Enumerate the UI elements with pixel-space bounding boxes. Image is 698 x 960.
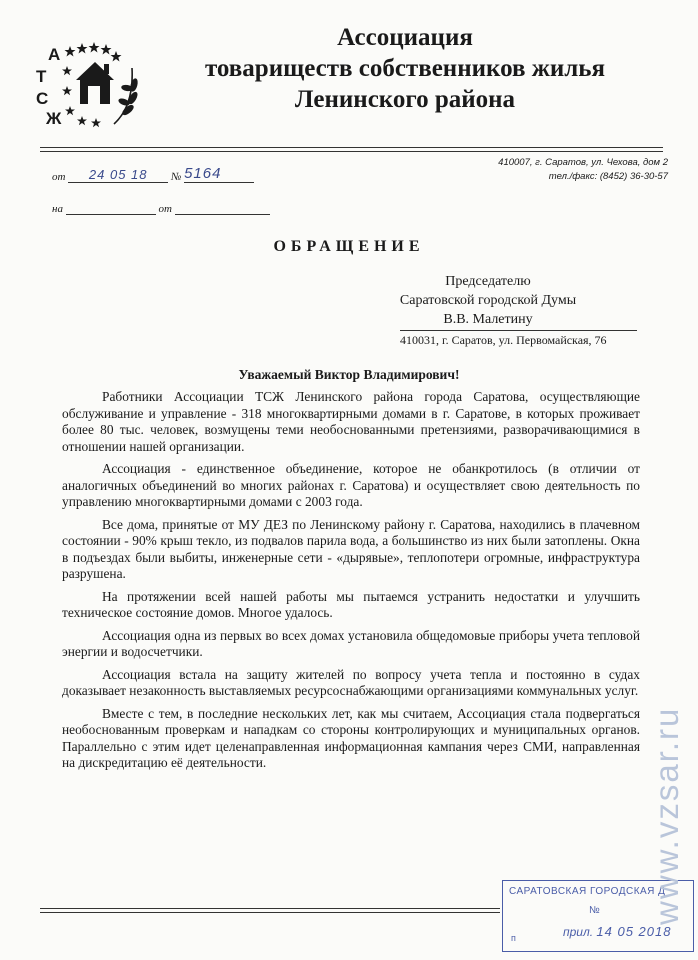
stamp-organization: САРАТОВСКАЯ ГОРОДСКАЯ Д xyxy=(509,886,666,897)
addressee-block xyxy=(338,272,638,329)
association-logo xyxy=(30,38,170,128)
paragraph: Ассоциация одна из первых во всех домах установила общедомовые приборы учета тепловой энергии и водосчетчики. xyxy=(62,627,640,659)
org-title-line-2: товариществ собственников жилья xyxy=(204,55,606,82)
number-label: № xyxy=(170,171,182,183)
paragraph: Ассоциация - единственное объединение, которое не обанкротилось (в отличии от аналогичных объединений во многих районах г. Саратова) и осуществляет свою деятельность по управлению многоквартирными домами с 2003 года. xyxy=(62,461,640,509)
site-watermark: www.vzsar.ru xyxy=(648,706,685,925)
paragraph: Работники Ассоциации ТСЖ Ленинского района города Саратова, осуществляющие обслуживание и управление - 318 многоквартирными домами в г. Саратове, в которых проживает более 80 тыс. человек, возмущены теми необоснованными претензиями, разворачивающимися в отношении нашей организации. xyxy=(62,389,640,454)
paragraph: Все дома, принятые от МУ ДЕЗ по Ленинскому району г. Саратова, находились в плачевном состоянии - 90% крыш текло, из подвалов парила вода, а большинство из них были затоплены. Окна в подъездах были выбиты, инженерные сети - «дырявые», теплопотери огромные, инфраструктура разрушена. xyxy=(62,516,640,581)
incoming-reference xyxy=(52,202,270,215)
logo-letter-s: С xyxy=(36,89,49,108)
footer-divider-bottom xyxy=(40,912,500,913)
stamp-date-value: 14 05 2018 xyxy=(596,924,672,939)
header-divider-bottom xyxy=(40,151,663,152)
addressee-line-2: Саратовской городской Думы xyxy=(399,293,577,308)
addressee-divider xyxy=(400,330,637,331)
org-title-line-1: Ассоциация xyxy=(337,24,473,51)
greeting: Уважаемый Виктор Владимирович! xyxy=(238,367,460,382)
olive-branch-icon xyxy=(114,68,138,124)
from-label: от xyxy=(52,171,66,183)
org-title-line-3: Ленинского района xyxy=(294,86,516,113)
addressee-line-1: Председателю xyxy=(445,274,531,289)
house-icon xyxy=(76,62,114,104)
logo-letter-a: А xyxy=(48,45,61,64)
logo-letter-zh: Ж xyxy=(46,109,62,128)
paragraph: Вместе с тем, в последние нескольких лет, как мы считаем, Ассоциация стала подвергаться необоснованным проверкам и нападкам со стороны контролирующих и муниципальных органов. Параллельно с этим идет целенаправленная информационная кампания через СМИ, направленная на дискредитацию её деятельности. xyxy=(62,705,640,770)
organization-title xyxy=(170,22,640,115)
letter-body xyxy=(62,389,640,778)
outgoing-reference xyxy=(52,165,254,183)
stamp-date xyxy=(563,924,671,939)
stamp-received-label: прил. xyxy=(563,925,594,939)
stamp-prefix: п xyxy=(511,933,516,943)
organization-address: 410007, г. Саратов, ул. Чехова, дом 2 xyxy=(498,157,668,168)
header-divider-top xyxy=(40,147,663,148)
outgoing-date: 24 05 18 xyxy=(88,167,148,182)
addressee-line-3: В.В. Малетину xyxy=(443,312,533,327)
organization-phone: тел./факс: (8452) 36-30-57 xyxy=(548,171,668,182)
logo-letter-t: Т xyxy=(36,67,47,86)
na-label: на xyxy=(52,203,63,215)
stamp-number-label: № xyxy=(589,905,600,916)
ot-label: от xyxy=(158,203,172,215)
paragraph: Ассоциация встала на защиту жителей по вопросу учета тепла и постоянно в судах доказывает незаконность выставляемых ресурсоснабжающими организациями коммунальных услуг. xyxy=(62,666,640,698)
paragraph: На протяжении всей нашей работы мы пытаемся устранить недостатки и улучшить техническое состояние домов. Многое удалось. xyxy=(62,588,640,620)
document-title: ОБРАЩЕНИЕ xyxy=(273,238,425,255)
addressee-address: 410031, г. Саратов, ул. Первомайская, 76 xyxy=(400,333,607,347)
outgoing-number: 5164 xyxy=(184,165,222,182)
footer-divider-top xyxy=(40,908,500,909)
